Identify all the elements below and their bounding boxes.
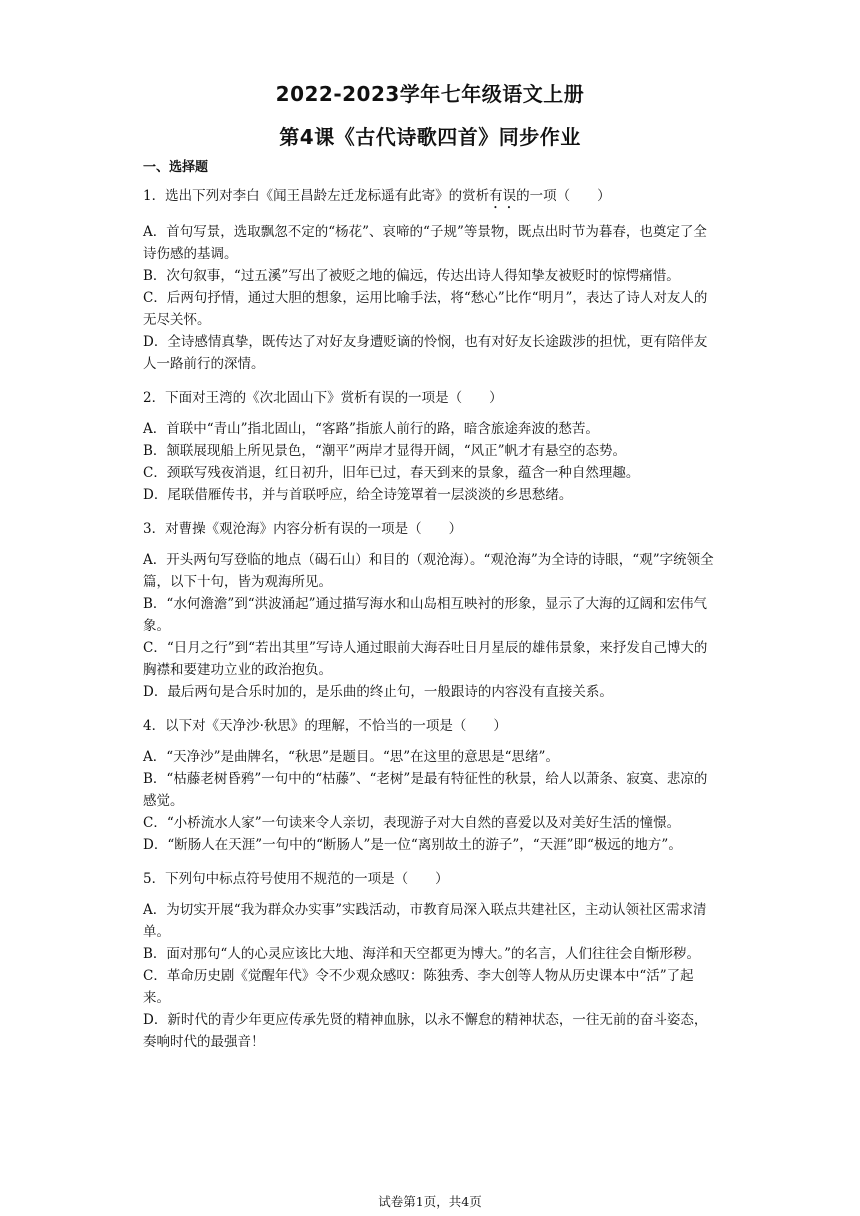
option-b: B．“水何澹澹”到“洪波涌起”通过描写海水和山岛相互映衬的形象，显示了大海的辽阔和宏伟气象。 [143,596,708,634]
section-heading: 一、选择题 [143,160,209,175]
option-d: D．新时代的青少年更应传承先贤的精神血脉，以永不懈怠的精神状态，一往无前的奋斗姿态，奏响时代的最强音！ [143,1012,708,1050]
option-b: B．面对那句“人的心灵应该比大地、海洋和天空都更为博大。”的名言，人们往往会自惭形秽。 [143,946,700,962]
option-d: D．“断肠人在天涯”一句中的“断肠人”是一位“离别故土的游子”，“天涯”即“极远的地方”。 [143,837,682,853]
page-number-footer: 试卷第1页，共4页 [378,1194,482,1209]
option-d: D．最后两句是合乐时加的，是乐曲的终止句，一般跟诗的内容没有直接关系。 [143,684,613,700]
question-stem: 3．对曹操《观沧海》内容分析有误的一项是（ ） [143,521,463,537]
option-c: C．革命历史剧《觉醒年代》令不少观众感叹：陈独秀、李大创等人物从历史课本中“活”了起来。 [143,968,694,1006]
question-stem: 5．下列句中标点符号使用不规范的一项是（ ） [143,871,449,887]
option-b: B．颔联展现船上所见景色，“潮平”两岸才显得开阔，“风正”帆才有悬空的态势。 [143,443,627,459]
document-title: 2022-2023学年七年级语文上册 [275,82,585,106]
question-2 [143,387,715,506]
question-5 [143,868,715,1053]
option-a: A．“天净沙”是曲牌名，“秋思”是题目。“思”在这里的意思是“思绪”。 [143,749,559,765]
option-c: C．后两句抒情，通过大胆的想象，运用比喻手法，将“愁心”比作“明月”，表达了诗人对友人的无尽关怀。 [143,290,708,328]
question-3 [143,518,715,703]
option-d: D．全诗感情真挚，既传达了对好友身遭贬谪的怜悯，也有对好友长途跋涉的担忧，更有陪伴友人一路前行的深情。 [143,334,708,372]
option-a: A．首句写景，选取飘忽不定的“杨花”、哀啼的“子规”等景物，既点出时节为暮春，也奠定了全诗伤感的基调。 [143,224,707,262]
question-stem: 4．以下对《天净沙·秋思》的理解，不恰当的一项是（ ） [143,718,507,734]
question-4 [143,715,715,856]
document-subtitle: 第4课《古代诗歌四首》同步作业 [279,125,581,149]
option-a: A．开头两句写登临的地点（碣石山）和目的（观沧海）。“观沧海”为全诗的诗眼，“观”字统领全篇，以下十句，皆为观海所见。 [143,552,714,590]
option-c: C．“日月之行”到“若出其里”写诗人通过眼前大海吞吐日月星辰的雄伟景象，来抒发自己博大的胸襟和要建功立业的政治抱负。 [143,640,708,678]
question-list [143,185,715,1065]
question-1 [143,185,715,375]
option-d: D．尾联借雁传书，并与首联呼应，给全诗笼罩着一层淡淡的乡思愁绪。 [143,487,573,503]
option-b: B．“枯藤老树昏鸦”一句中的“枯藤”、“老树”是最有特征性的秋景，给人以萧条、寂寞、悲凉的感觉。 [143,771,708,809]
option-c: C．颈联写残夜消退，红日初升，旧年已过，春天到来的景象，蕴含一种自然理趣。 [143,465,640,481]
question-stem: 2．下面对王湾的《次北固山下》赏析有误的一项是（ ） [143,390,503,406]
emphasis-text: 有误 [489,188,517,204]
option-a: A．为切实开展“我为群众办实事”实践活动，市教育局深入联点共建社区，主动认领社区需求清单。 [143,902,707,940]
option-a: A．首联中“青山”指北固山，“客路”指旅人前行的路，暗含旅途奔波的愁苦。 [143,421,599,437]
question-stem: 1．选出下列对李白《闻王昌龄左迁龙标遥有此寄》的赏析有误的一项（ ） [143,188,611,204]
option-b: B．次句叙事，“过五溪”写出了被贬之地的偏远，传达出诗人得知挚友被贬时的惊愕痛惜。 [143,268,680,284]
option-c: C．“小桥流水人家”一句读来令人亲切，表现游子对大自然的喜爱以及对美好生活的憧憬。 [143,815,681,831]
